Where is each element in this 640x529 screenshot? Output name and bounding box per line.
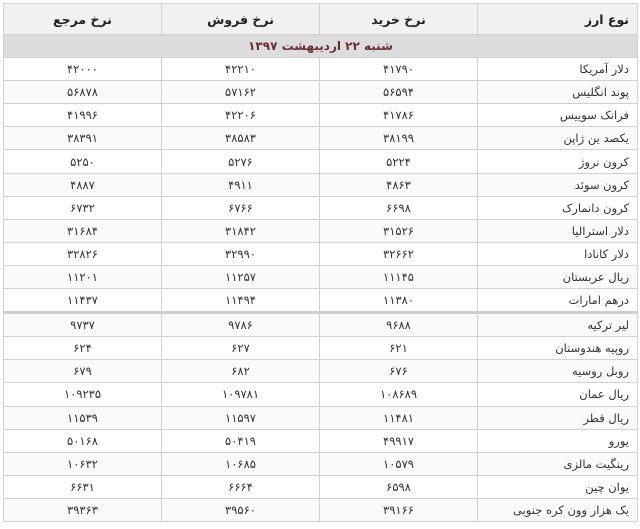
currency-name-cell: درهم امارات [478,289,638,313]
table-row [4,265,638,288]
buy-rate-cell: ۱۱۴۸۱ [320,406,478,429]
currency-name-cell: ریال قطر [478,406,638,429]
buy-rate-cell: ۳۱۵۲۶ [320,219,478,242]
currency-name-cell: کرون نروژ [478,150,638,173]
table-row [4,360,638,383]
sell-rate-cell: ۳۲۹۹۰ [162,242,320,265]
reference-rate-cell: ۵۶۸۷۸ [4,81,162,104]
sell-rate-cell: ۵۲۷۶ [162,150,320,173]
reference-rate-cell: ۶۶۳۱ [4,475,162,498]
currency-name-cell: یک هزار وون کره جنوبی [478,498,638,521]
table-row [4,429,638,452]
buy-rate-cell: ۵۶۵۹۴ [320,81,478,104]
currency-rates-table [3,3,638,522]
currency-name-cell: ریال عمان [478,383,638,406]
table-body [4,35,638,522]
table-row [4,406,638,429]
currency-name-cell: رینگیت مالزی [478,452,638,475]
reference-rate-cell: ۵۲۵۰ [4,150,162,173]
reference-rate-cell: ۴۸۸۷ [4,173,162,196]
header-buy-rate: نرخ خرید [320,4,478,35]
buy-rate-cell: ۶۲۱ [320,337,478,360]
sell-rate-cell: ۱۰۶۸۵ [162,452,320,475]
sell-rate-cell: ۱۱۴۹۴ [162,289,320,313]
reference-rate-cell: ۳۲۸۲۶ [4,242,162,265]
sell-rate-cell: ۵۰۴۱۹ [162,429,320,452]
table-row [4,196,638,219]
reference-rate-cell: ۳۸۳۹۱ [4,127,162,150]
buy-rate-cell: ۳۲۶۶۲ [320,242,478,265]
table-row [4,242,638,265]
currency-name-cell: روبل روسیه [478,360,638,383]
sell-rate-cell: ۴۲۲۰۶ [162,104,320,127]
reference-rate-cell: ۱۰۶۳۲ [4,452,162,475]
sell-rate-cell: ۳۹۵۶۰ [162,498,320,521]
reference-rate-cell: ۴۱۹۹۶ [4,104,162,127]
buy-rate-cell: ۱۰۵۷۹ [320,452,478,475]
table-row [4,313,638,337]
buy-rate-cell: ۴۸۶۳ [320,173,478,196]
table-row [4,498,638,521]
currency-name-cell: کرون سوئد [478,173,638,196]
table-header-row [4,4,638,35]
reference-rate-cell: ۵۰۱۶۸ [4,429,162,452]
table-row [4,81,638,104]
buy-rate-cell: ۶۷۶ [320,360,478,383]
sell-rate-cell: ۵۷۱۶۲ [162,81,320,104]
sell-rate-cell: ۳۸۵۸۳ [162,127,320,150]
date-label: شنبه ۲۲ اردیبهشت ۱۳۹۷ [4,35,638,58]
currency-name-cell: لیر ترکیه [478,313,638,337]
table-row [4,58,638,81]
reference-rate-cell: ۶۷۹ [4,360,162,383]
sell-rate-cell: ۴۲۲۱۰ [162,58,320,81]
sell-rate-cell: ۶۸۲ [162,360,320,383]
table-row [4,173,638,196]
buy-rate-cell: ۱۱۱۴۵ [320,265,478,288]
currency-name-cell: کرون دانمارک [478,196,638,219]
sell-rate-cell: ۱۰۹۷۸۱ [162,383,320,406]
buy-rate-cell: ۴۹۹۱۷ [320,429,478,452]
buy-rate-cell: ۶۵۹۸ [320,475,478,498]
reference-rate-cell: ۳۹۳۶۳ [4,498,162,521]
reference-rate-cell: ۶۲۴ [4,337,162,360]
buy-rate-cell: ۳۹۱۶۶ [320,498,478,521]
buy-rate-cell: ۱۱۳۸۰ [320,289,478,313]
header-currency: نوع ارز [478,4,638,35]
sell-rate-cell: ۹۷۸۶ [162,313,320,337]
buy-rate-cell: ۵۲۲۴ [320,150,478,173]
table-row [4,452,638,475]
currency-name-cell: فرانک سوییس [478,104,638,127]
table-row [4,383,638,406]
reference-rate-cell: ۱۰۹۲۳۵ [4,383,162,406]
buy-rate-cell: ۳۸۱۹۹ [320,127,478,150]
table-row [4,289,638,313]
sell-rate-cell: ۶۲۷ [162,337,320,360]
currency-name-cell: روپیه هندوستان [478,337,638,360]
reference-rate-cell: ۹۷۳۷ [4,313,162,337]
buy-rate-cell: ۶۶۹۸ [320,196,478,219]
buy-rate-cell: ۱۰۸۶۸۹ [320,383,478,406]
currency-name-cell: یکصد ین ژاپن [478,127,638,150]
reference-rate-cell: ۳۱۶۸۴ [4,219,162,242]
currency-name-cell: یورو [478,429,638,452]
buy-rate-cell: ۴۱۷۸۶ [320,104,478,127]
table-row [4,219,638,242]
table-row [4,337,638,360]
sell-rate-cell: ۱۱۵۹۷ [162,406,320,429]
currency-name-cell: دلار کانادا [478,242,638,265]
reference-rate-cell: ۱۱۲۰۱ [4,265,162,288]
header-sell-rate: نرخ فروش [162,4,320,35]
currency-name-cell: ریال عربستان [478,265,638,288]
table-row [4,104,638,127]
header-reference-rate: نرخ مرجع [4,4,162,35]
table-row [4,475,638,498]
sell-rate-cell: ۴۹۱۱ [162,173,320,196]
reference-rate-cell: ۱۱۴۳۷ [4,289,162,313]
date-row [4,35,638,58]
sell-rate-cell: ۱۱۲۵۷ [162,265,320,288]
reference-rate-cell: ۶۷۳۲ [4,196,162,219]
table-row [4,150,638,173]
reference-rate-cell: ۴۲۰۰۰ [4,58,162,81]
currency-name-cell: دلار آمریکا [478,58,638,81]
buy-rate-cell: ۴۱۷۹۰ [320,58,478,81]
table-row [4,127,638,150]
reference-rate-cell: ۱۱۵۳۹ [4,406,162,429]
currency-name-cell: یوان چین [478,475,638,498]
buy-rate-cell: ۹۶۸۸ [320,313,478,337]
sell-rate-cell: ۳۱۸۴۲ [162,219,320,242]
sell-rate-cell: ۶۷۶۶ [162,196,320,219]
currency-name-cell: پوند انگلیس [478,81,638,104]
currency-name-cell: دلار استرالیا [478,219,638,242]
sell-rate-cell: ۶۶۶۴ [162,475,320,498]
